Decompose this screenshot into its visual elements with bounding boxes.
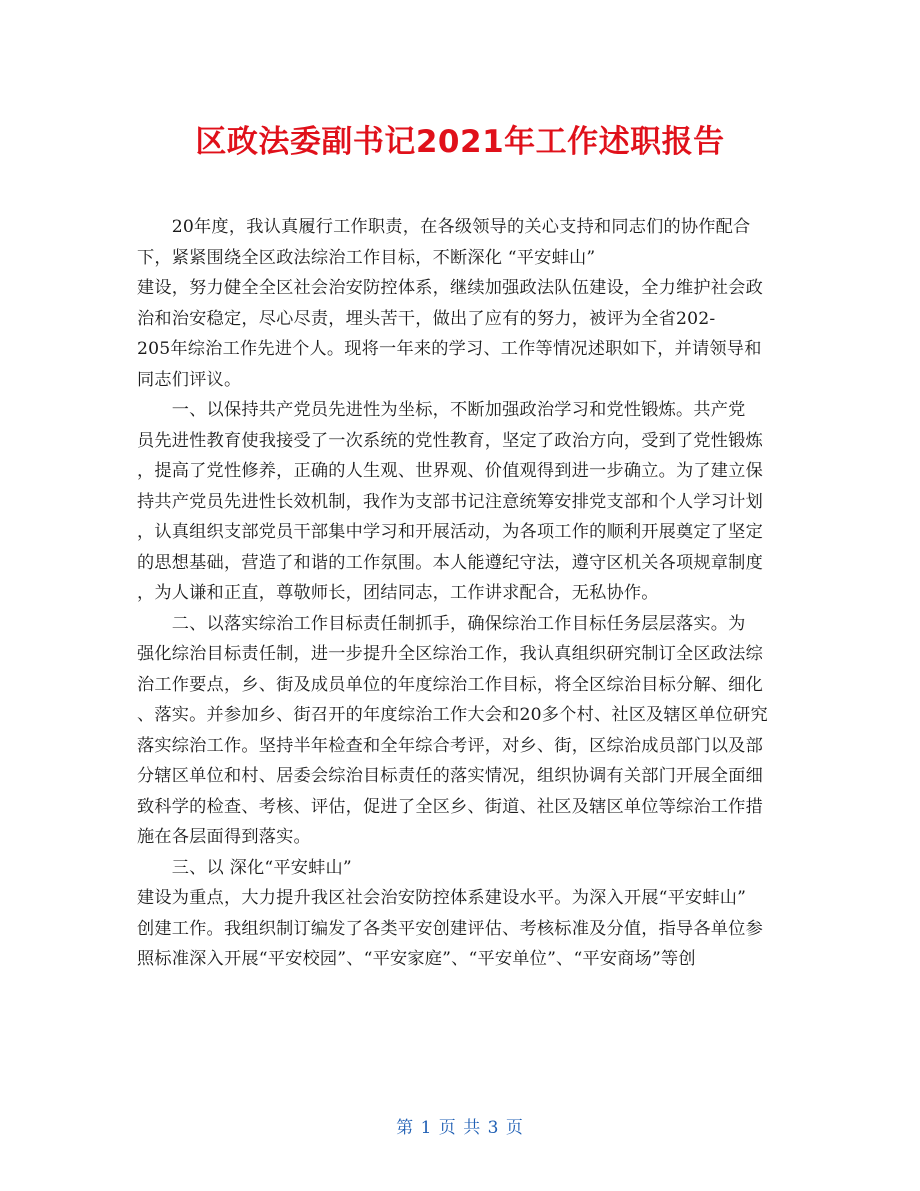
body-line: ，为人谦和正直，尊敬师长，团结同志，工作讲求配合，无私协作。: [137, 583, 659, 603]
document-title: 区政法委副书记2021年工作述职报告: [195, 124, 725, 160]
body-line: 建设为重点，大力提升我区社会治安防控体系建设水平。为深入开展“平安蚌山”: [137, 888, 747, 908]
body-line: 致科学的检查、考核、评估，促进了全区乡、街道、社区及辖区单位等综治工作措: [137, 796, 763, 817]
body-line: 照标准深入开展“平安校园”、“平安家庭”、“平安单位”、“平安商场”等创: [137, 949, 696, 969]
body-line: 建设，努力健全全区社会治安防控体系，继续加强政法队伍建设，全力维护社会政: [137, 278, 763, 298]
body-line: 治工作要点，乡、街及成员单位的年度综治工作目标，将全区综治目标分解、细化: [137, 674, 763, 695]
body-line: 20年度，我认真履行工作职责，在各级领导的关心支持和同志们的协作配合: [137, 217, 751, 237]
body-line: 下，紧紧围绕全区政法综治工作目标，不断深化 “平安蚌山”: [137, 247, 596, 268]
document-body: [137, 212, 787, 975]
body-line: 创建工作。我组织制订编发了各类平安创建评估、考核标准及分值，指导各单位参: [137, 918, 763, 939]
body-line: 分辖区单位和村、居委会综治目标责任的落实情况，组织协调有关部门开展全面细: [137, 766, 763, 786]
body-line: 三、以 深化“平安蚌山”: [137, 857, 352, 878]
body-line: 施在各层面得到落实。: [137, 827, 311, 847]
body-line: 的思想基础，营造了和谐的工作氛围。本人能遵纪守法，遵守区机关各项规章制度: [137, 552, 763, 573]
body-line: 、落实。并参加乡、街召开的年度综治工作大会和20多个村、社区及辖区单位研究: [137, 705, 768, 725]
body-line: 员先进性教育使我接受了一次系统的党性教育，坚定了政治方向，受到了党性锻炼: [137, 430, 763, 451]
page-footer: 第 1 页 共 3 页: [396, 1118, 524, 1138]
body-line: 持共产党员先进性长效机制，我作为支部书记注意统筹安排党支部和个人学习计划: [137, 491, 763, 512]
body-line: 治和治安稳定，尽心尽责，埋头苦干，做出了应有的努力，被评为全省202-: [137, 308, 716, 329]
body-line: ，提高了党性修养，正确的人生观、世界观、价值观得到进一步确立。为了建立保: [137, 461, 763, 481]
body-line: 二、以落实综治工作目标责任制抓手，确保综治工作目标任务层层落实。为: [137, 613, 746, 634]
body-line: 同志们评议。: [137, 369, 242, 390]
body-line: 一、以保持共产党员先进性为坐标，不断加强政治学习和党性锻炼。共产党: [137, 400, 746, 420]
body-line: 落实综治工作。坚持半年检查和全年综合考评，对乡、街，区综治成员部门以及部: [137, 735, 763, 756]
body-line: ，认真组织支部党员干部集中学习和开展活动，为各项工作的顺利开展奠定了坚定: [137, 522, 763, 542]
body-line: 205年综治工作先进个人。现将一年来的学习、工作等情况述职如下，并请领导和: [137, 339, 762, 359]
body-line: 强化综治目标责任制，进一步提升全区综治工作，我认真组织研究制订全区政法综: [137, 644, 763, 664]
